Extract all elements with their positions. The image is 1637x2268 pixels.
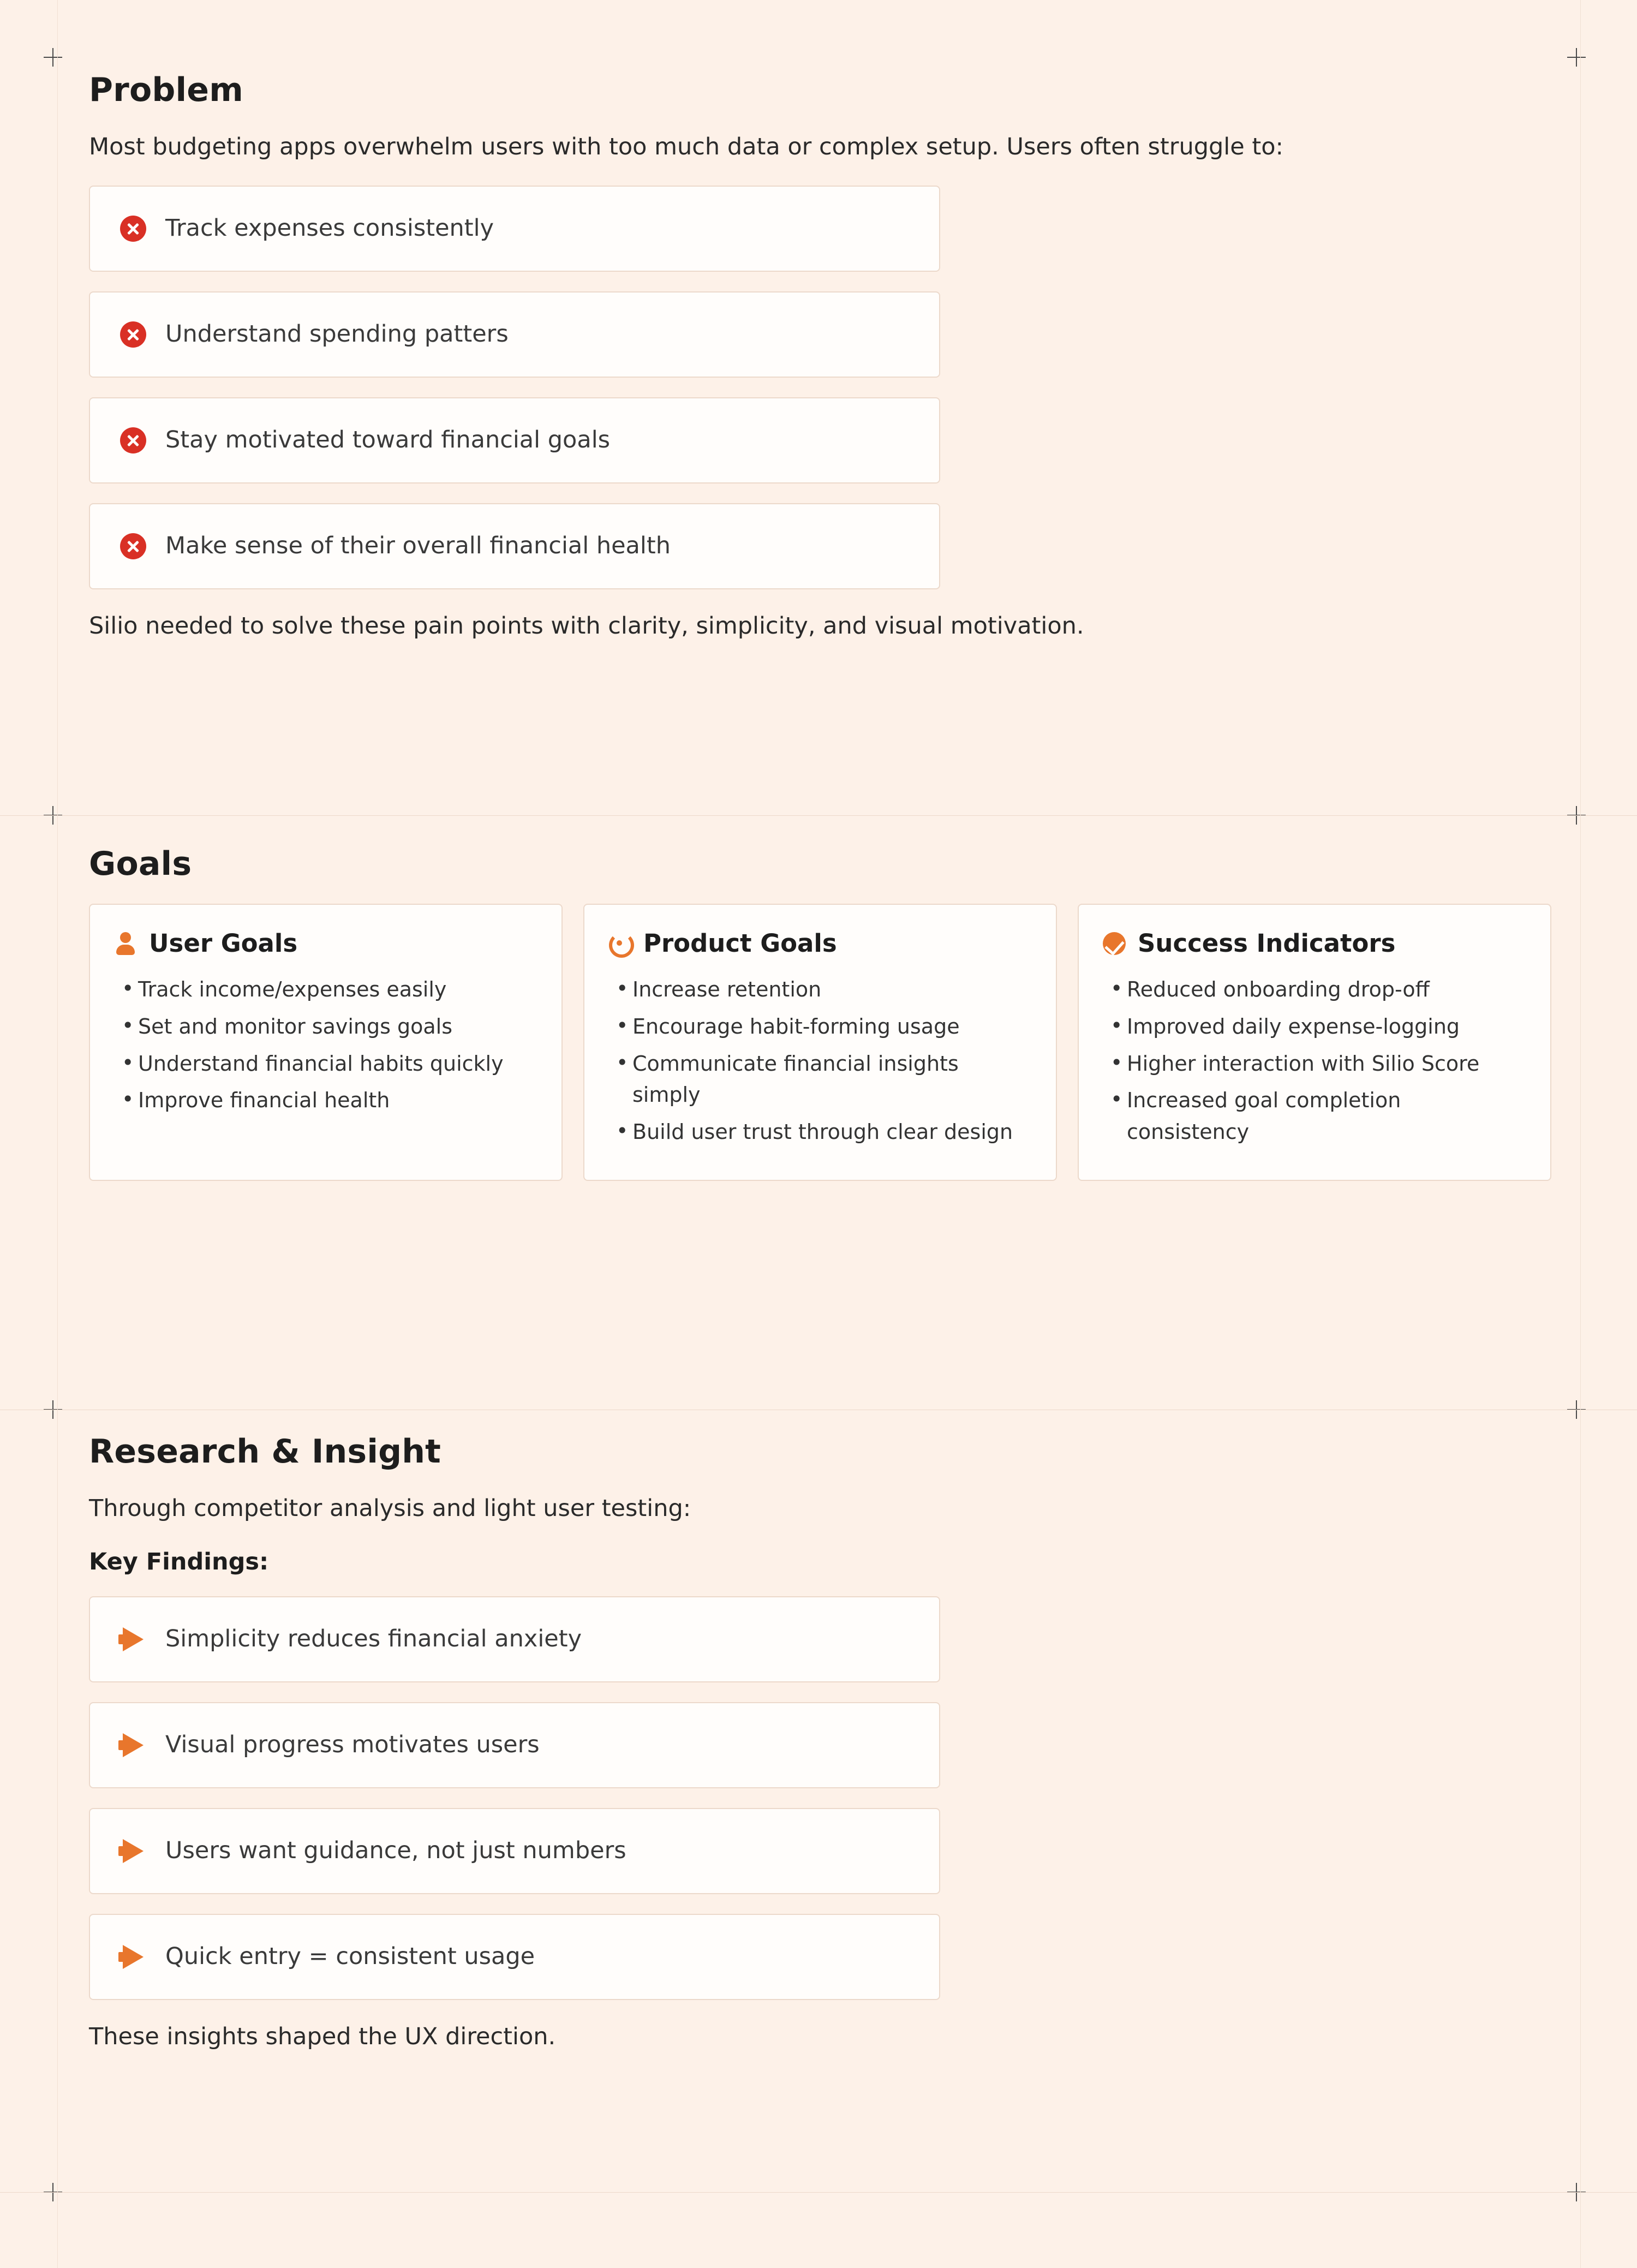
research-title: Research & Insight [89, 1433, 441, 1471]
card-user-goals [89, 904, 563, 1181]
list-item-label: Simplicity reduces financial anxiety [165, 1625, 582, 1652]
card-header [113, 929, 539, 958]
list-item: • Communicate financial insights simply [632, 1048, 1033, 1112]
x-circle-icon [116, 216, 150, 242]
person-icon [113, 931, 138, 956]
card-product-goals [583, 904, 1057, 1181]
list-item: • Improved daily expense-logging [1127, 1011, 1527, 1043]
card-header [607, 929, 1033, 958]
card-list [1102, 974, 1527, 1148]
list-item: • Increased goal completion consistency [1127, 1085, 1527, 1148]
list-item[interactable] [89, 397, 940, 484]
section-divider [0, 815, 1637, 816]
list-item-label: Users want guidance, not just numbers [165, 1836, 626, 1864]
list-item[interactable] [89, 1702, 940, 1788]
card-list [113, 974, 539, 1117]
problem-intro: Most budgeting apps overwhelm users with too much data or complex setup. Users often struggle to: [89, 133, 1284, 160]
x-circle-icon [116, 427, 150, 453]
margin-guide [1580, 0, 1581, 2268]
list-item: • Improve financial health [138, 1085, 539, 1117]
list-item: • Higher interaction with Silio Score [1127, 1048, 1527, 1080]
list-item: • Reduced onboarding drop-off [1127, 974, 1527, 1006]
check-badge-icon [1102, 931, 1127, 956]
list-item: • Track income/expenses easily [138, 974, 539, 1006]
card-title: User Goals [149, 929, 298, 958]
goals-section [89, 845, 1551, 1181]
research-intro: Through competitor analysis and light user testing: [89, 1495, 691, 1522]
research-section [89, 1433, 1551, 2054]
registration-mark [1567, 48, 1586, 67]
list-item-label: Quick entry = consistent usage [165, 1942, 535, 1970]
arrow-icon [116, 1733, 150, 1757]
list-item[interactable] [89, 1808, 940, 1894]
card-success-indicators [1078, 904, 1551, 1181]
key-findings-subheading: Key Findings: [89, 1548, 269, 1575]
problem-section [89, 71, 1551, 643]
target-icon [607, 931, 632, 956]
goals-title: Goals [89, 845, 192, 883]
list-item: • Understand financial habits quickly [138, 1048, 539, 1080]
list-item[interactable] [89, 1596, 940, 1682]
list-item-label: Understand spending patters [165, 320, 509, 348]
research-outro: These insights shaped the UX direction. [89, 2022, 556, 2050]
list-item: • Increase retention [632, 974, 1033, 1006]
card-header [1102, 929, 1527, 958]
x-circle-icon [116, 321, 150, 348]
card-title: Success Indicators [1138, 929, 1396, 958]
list-item[interactable] [89, 291, 940, 378]
list-item-label: Make sense of their overall financial health [165, 532, 671, 559]
problem-outro: Silio needed to solve these pain points with clarity, simplicity, and visual motivation. [89, 612, 1084, 640]
list-item[interactable] [89, 186, 940, 272]
list-item-label: Stay motivated toward financial goals [165, 426, 611, 453]
list-item-label: Visual progress motivates users [165, 1730, 540, 1758]
arrow-icon [116, 1627, 150, 1651]
margin-guide [57, 0, 58, 2268]
section-divider [0, 2192, 1637, 2193]
research-list [89, 1596, 1551, 2000]
list-item: • Build user trust through clear design [632, 1117, 1033, 1148]
list-item: • Encourage habit-forming usage [632, 1011, 1033, 1043]
problem-title: Problem [89, 71, 243, 109]
list-item-label: Track expenses consistently [165, 214, 494, 242]
problem-list [89, 186, 1551, 589]
list-item[interactable] [89, 1914, 940, 2000]
list-item: • Set and monitor savings goals [138, 1011, 539, 1043]
card-title: Product Goals [643, 929, 837, 958]
goals-cards [89, 904, 1551, 1181]
arrow-icon [116, 1839, 150, 1863]
arrow-icon [116, 1945, 150, 1969]
card-list [607, 974, 1033, 1148]
list-item[interactable] [89, 503, 940, 589]
registration-mark [44, 48, 62, 67]
x-circle-icon [116, 533, 150, 559]
